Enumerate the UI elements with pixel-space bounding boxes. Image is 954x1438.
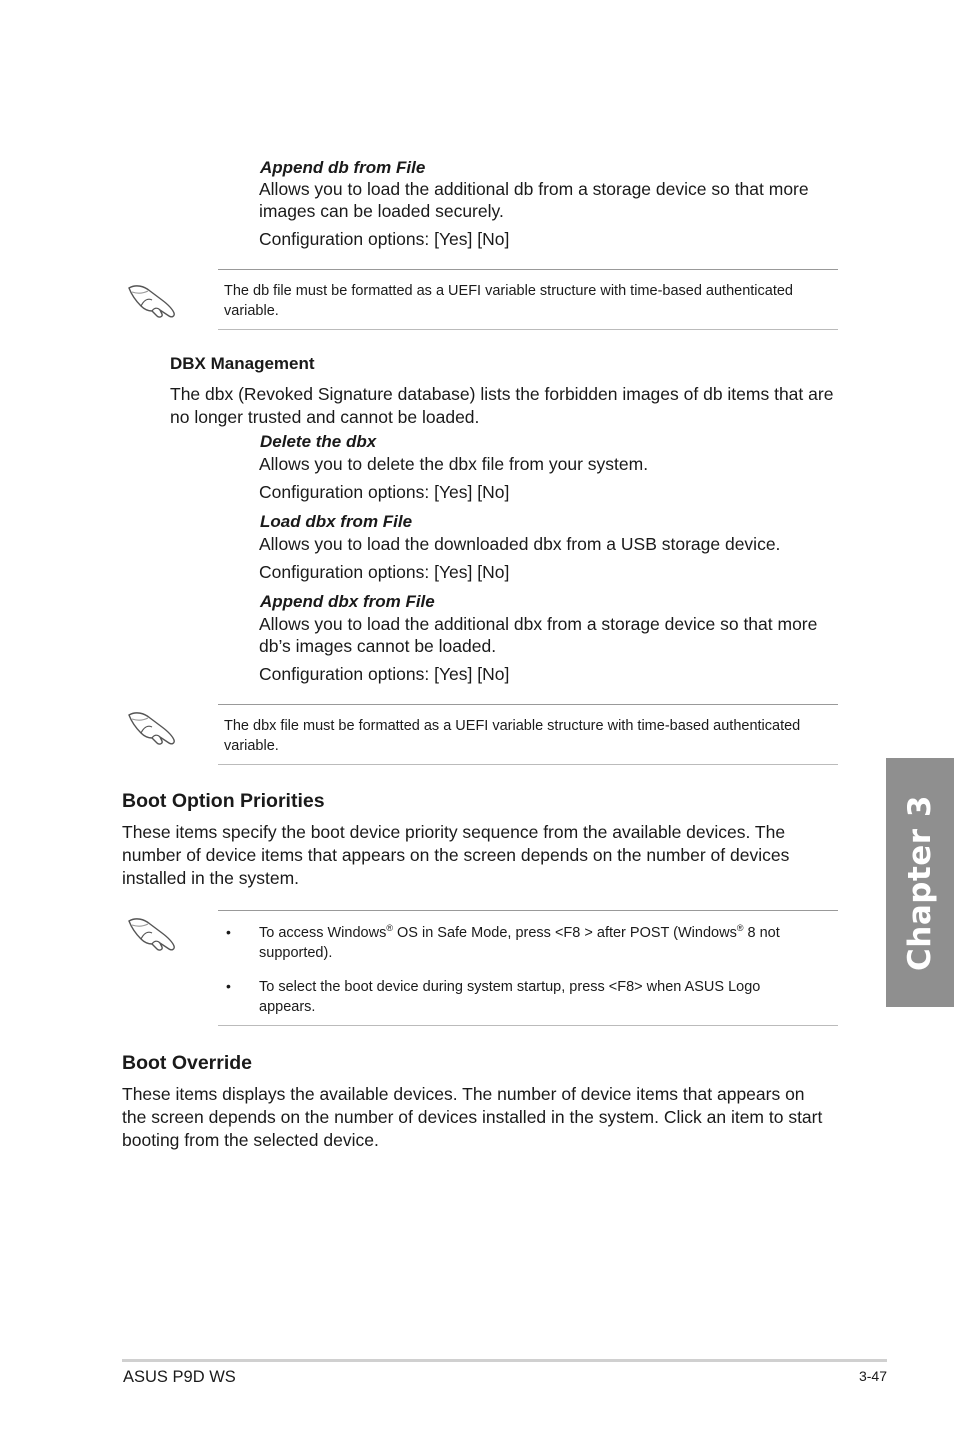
boot-priorities-line1: These items specify the boot device priority sequence from the available devices. The bbox=[122, 822, 786, 842]
load-dbx-desc: Allows you to load the downloaded dbx from a USB storage device. bbox=[259, 534, 781, 554]
dbx-desc-line1: The dbx (Revoked Signature database) lists the forbidden images of db items that are bbox=[170, 384, 834, 404]
note-bottom-rule bbox=[218, 764, 838, 765]
bullet: • bbox=[226, 924, 231, 940]
boot-priorities-line2: number of device items that appears on the screen depends on the number of devices bbox=[122, 845, 790, 865]
chapter-label: Chapter 3 bbox=[902, 794, 938, 971]
delete-dbx-desc: Allows you to delete the dbx file from your system. bbox=[259, 454, 649, 474]
append-dbx-options: Configuration options: [Yes] [No] bbox=[259, 664, 510, 684]
note-top-rule bbox=[218, 704, 838, 705]
load-dbx-options: Configuration options: [Yes] [No] bbox=[259, 562, 510, 582]
dbx-management-heading: DBX Management bbox=[170, 354, 315, 373]
footer-rule bbox=[122, 1359, 887, 1362]
note1-line1: The db file must be formatted as a UEFI variable structure with time-based authenticated bbox=[224, 283, 793, 299]
boot-override-line3: booting from the selected device. bbox=[122, 1130, 379, 1150]
append-db-desc-line1: Allows you to load the additional db from a storage device so that more bbox=[259, 179, 809, 199]
note3-item2-line1: To select the boot device during system startup, press <F8> when ASUS Logo bbox=[259, 979, 761, 995]
hand-pointer-icon bbox=[126, 913, 180, 953]
append-db-title: Append db from File bbox=[260, 158, 426, 177]
boot-override-line1: These items displays the available devices. The number of device items that appears on bbox=[122, 1084, 805, 1104]
hand-pointer-icon bbox=[126, 707, 180, 747]
note1-line2: variable. bbox=[224, 303, 279, 319]
hand-pointer-icon bbox=[126, 280, 180, 320]
note-top-rule bbox=[218, 269, 838, 270]
note2-line1: The dbx file must be formatted as a UEFI variable structure with time-based authenticated bbox=[224, 718, 801, 734]
append-dbx-desc-line2: db’s images cannot be loaded. bbox=[259, 636, 497, 656]
load-dbx-title: Load dbx from File bbox=[260, 512, 413, 531]
boot-option-priorities-heading: Boot Option Priorities bbox=[122, 790, 325, 812]
boot-override-heading: Boot Override bbox=[122, 1052, 253, 1074]
note3-item2-line2: appears. bbox=[259, 999, 316, 1015]
note2-line2: variable. bbox=[224, 738, 279, 754]
note3-item1-line1: To access Windows® OS in Safe Mode, press <F8 > after POST (Windows® 8 not bbox=[259, 923, 780, 941]
append-dbx-title: Append dbx from File bbox=[260, 592, 435, 611]
chapter-tab bbox=[886, 758, 954, 1007]
note3-item1-line2: supported). bbox=[259, 945, 333, 961]
boot-override-line2: the screen depends on the number of devices installed in the system. Click an item to start bbox=[122, 1107, 823, 1127]
note-top-rule bbox=[218, 910, 838, 911]
append-db-options: Configuration options: [Yes] [No] bbox=[259, 229, 510, 249]
boot-priorities-line3: installed in the system. bbox=[122, 868, 300, 888]
note-bottom-rule bbox=[218, 329, 838, 330]
delete-dbx-title: Delete the dbx bbox=[260, 432, 377, 451]
delete-dbx-options: Configuration options: [Yes] [No] bbox=[259, 482, 510, 502]
note-bottom-rule bbox=[218, 1025, 838, 1026]
dbx-desc-line2: no longer trusted and cannot be loaded. bbox=[170, 407, 480, 427]
bullet: • bbox=[226, 978, 231, 994]
append-db-desc-line2: images can be loaded securely. bbox=[259, 201, 504, 221]
append-dbx-desc-line1: Allows you to load the additional dbx from a storage device so that more bbox=[259, 614, 818, 634]
footer-page-number: 3-47 bbox=[858, 1368, 887, 1384]
footer-product-name: ASUS P9D WS bbox=[123, 1368, 236, 1386]
